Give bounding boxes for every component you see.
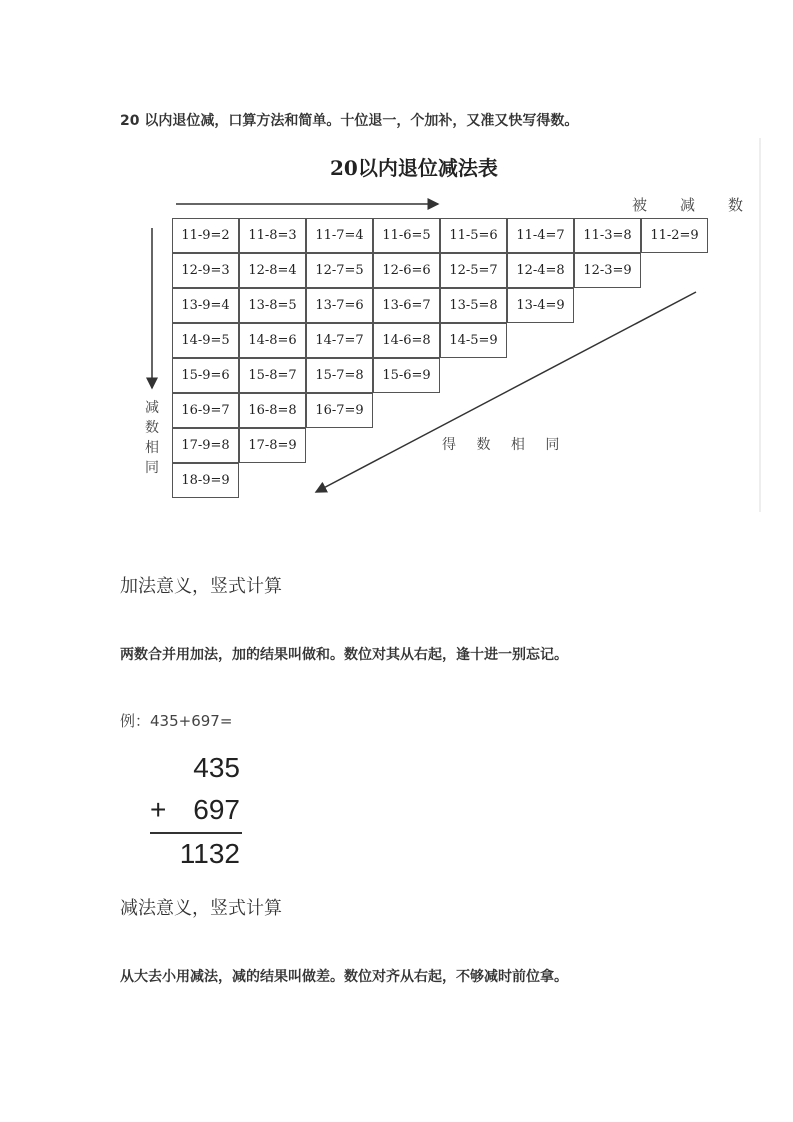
top-label-char: 被 (632, 196, 648, 214)
table-cell: 11-6=5 (373, 218, 440, 253)
subtraction-table-figure (120, 138, 761, 512)
table-cell: 13-4=9 (507, 288, 574, 323)
table-cell: 11-8=3 (239, 218, 306, 253)
table-cell: 12-7=5 (306, 253, 373, 288)
addition-rule: 两数合并用加法，加的结果叫做和。数位对其从右起，逢十进一别忘记。 (120, 647, 568, 663)
table-cell: 15-6=9 (373, 358, 440, 393)
top-label-char: 数 (728, 196, 744, 214)
table-cell: 15-8=7 (239, 358, 306, 393)
table-cell: 13-9=4 (172, 288, 239, 323)
table-cell: 13-8=5 (239, 288, 306, 323)
table-cell: 13-5=8 (440, 288, 507, 323)
operand-2: 697 (193, 794, 240, 825)
table-cell: 14-9=5 (172, 323, 239, 358)
table-cell: 13-7=6 (306, 288, 373, 323)
subtraction-heading: 减法意义，竖式计算 (120, 898, 282, 919)
table-cell: 17-9=8 (172, 428, 239, 463)
table-cell: 14-7=7 (306, 323, 373, 358)
table-cell: 14-6=8 (373, 323, 440, 358)
top-label (630, 194, 750, 214)
sum-rule (150, 832, 242, 834)
table-cell: 18-9=9 (172, 463, 239, 498)
table-cell: 12-4=8 (507, 253, 574, 288)
table-cell: 12-9=3 (172, 253, 239, 288)
table-cell: 12-8=4 (239, 253, 306, 288)
table-cell: 14-8=6 (239, 323, 306, 358)
table-cell: 11-2=9 (641, 218, 708, 253)
table-cell: 14-5=9 (440, 323, 507, 358)
table-cell: 16-7=9 (306, 393, 373, 428)
table-cell: 11-3=8 (574, 218, 641, 253)
table-cell: 15-9=6 (172, 358, 239, 393)
table-cell: 11-4=7 (507, 218, 574, 253)
table-title: 20以内退位减法表 (330, 156, 498, 180)
table-cell: 16-8=8 (239, 393, 306, 428)
table-cell: 12-3=9 (574, 253, 641, 288)
addition-heading: 加法意义，竖式计算 (120, 576, 282, 597)
table-cell: 11-5=6 (440, 218, 507, 253)
plus-sign: + (150, 794, 167, 825)
side-label-char: 同 (145, 460, 159, 476)
table-cell: 16-9=7 (172, 393, 239, 428)
subtraction-rule: 从大去小用减法，减的结果叫做差。数位对齐从右起，不够减时前位拿。 (120, 969, 568, 985)
top-label-char: 减 (680, 196, 696, 214)
intro-line: 20 以内退位减，口算方法和简单。十位退一，个加补，又准又快写得数。 (120, 113, 579, 129)
table-cell: 15-7=8 (306, 358, 373, 393)
table-cell: 11-9=2 (172, 218, 239, 253)
addition-example: 例：435+697= (120, 712, 233, 730)
table-cell: 11-7=4 (306, 218, 373, 253)
side-label (142, 398, 162, 478)
sum-result: 1132 (179, 838, 240, 869)
diagonal-label: 得 数 相 同 (442, 437, 568, 453)
table-cell: 12-5=7 (440, 253, 507, 288)
operand-1: 435 (193, 752, 240, 783)
table-cell: 12-6=6 (373, 253, 440, 288)
table-cell: 13-6=7 (373, 288, 440, 323)
table-cell: 17-8=9 (239, 428, 306, 463)
side-label-char: 相 (145, 440, 159, 456)
side-label-char: 减 (145, 400, 159, 416)
vertical-addition (150, 752, 250, 872)
side-label-char: 数 (145, 420, 159, 436)
